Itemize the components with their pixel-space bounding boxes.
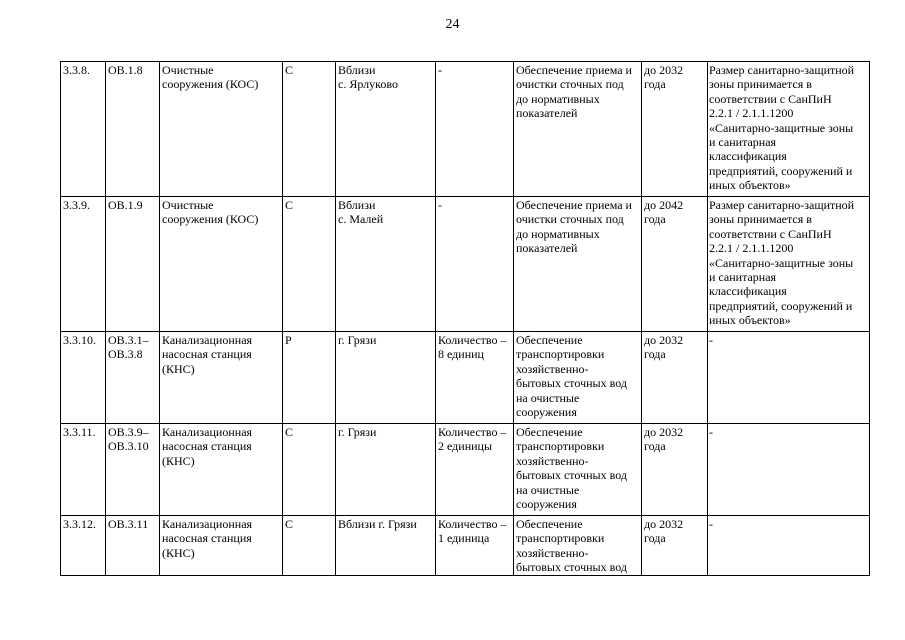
cell-deadline: до 2032 года	[642, 62, 708, 197]
cell-deadline: до 2032 года	[642, 332, 708, 424]
cell-number: 3.3.9.	[61, 197, 106, 332]
cell-status: С	[283, 516, 336, 576]
table-row	[61, 516, 870, 576]
cell-purpose: Обеспечение приема и очистки сточных под до нормативных показателей	[514, 197, 642, 332]
cell-status: Р	[283, 332, 336, 424]
cell-characteristics: -	[436, 197, 514, 332]
table-row	[61, 332, 870, 424]
cell-number: 3.3.10.	[61, 332, 106, 424]
cell-location: Вблизи г. Грязи	[336, 516, 436, 576]
cell-zone: -	[708, 516, 870, 576]
cell-name: Очистные сооружения (КОС)	[160, 62, 283, 197]
cell-name: Канализационная насосная станция (КНС)	[160, 424, 283, 516]
cell-name: Очистные сооружения (КОС)	[160, 197, 283, 332]
table-row	[61, 62, 870, 197]
cell-code: ОВ.3.1– ОВ.3.8	[106, 332, 160, 424]
cell-purpose: Обеспечение транспортировки хозяйственно- бытовых сточных вод	[514, 516, 642, 576]
cell-code: ОВ.1.9	[106, 197, 160, 332]
cell-location: г. Грязи	[336, 332, 436, 424]
cell-name: Канализационная насосная станция (КНС)	[160, 332, 283, 424]
cell-deadline: до 2032 года	[642, 424, 708, 516]
cell-deadline: до 2032 года	[642, 516, 708, 576]
cell-status: С	[283, 197, 336, 332]
cell-characteristics: -	[436, 62, 514, 197]
cell-code: ОВ.1.8	[106, 62, 160, 197]
cell-status: С	[283, 424, 336, 516]
cell-purpose: Обеспечение приема и очистки сточных под до нормативных показателей	[514, 62, 642, 197]
page-number: 24	[445, 17, 460, 32]
cell-location: Вблизи с. Малей	[336, 197, 436, 332]
cell-number: 3.3.8.	[61, 62, 106, 197]
cell-code: ОВ.3.9– ОВ.3.10	[106, 424, 160, 516]
cell-status: С	[283, 62, 336, 197]
cell-characteristics: Количество – 8 единиц	[436, 332, 514, 424]
cell-zone: -	[708, 424, 870, 516]
cell-location: г. Грязи	[336, 424, 436, 516]
objects-table	[60, 61, 870, 576]
cell-characteristics: Количество – 2 единицы	[436, 424, 514, 516]
cell-zone: Размер санитарно-защитной зоны принимается в соответствии с СанПиН 2.2.1 / 2.1.1.1200 «Санитарно-защитные зоны и санитарная классификация предприятий, сооружений и иных объектов»	[708, 197, 870, 332]
table-row	[61, 197, 870, 332]
table-row	[61, 424, 870, 516]
cell-name: Канализационная насосная станция (КНС)	[160, 516, 283, 576]
cell-characteristics: Количество – 1 единица	[436, 516, 514, 576]
cell-number: 3.3.12.	[61, 516, 106, 576]
cell-number: 3.3.11.	[61, 424, 106, 516]
cell-zone: -	[708, 332, 870, 424]
cell-purpose: Обеспечение транспортировки хозяйственно- бытовых сточных вод на очистные сооружения	[514, 424, 642, 516]
cell-location: Вблизи с. Ярлуково	[336, 62, 436, 197]
cell-zone: Размер санитарно-защитной зоны принимается в соответствии с СанПиН 2.2.1 / 2.1.1.1200 «Санитарно-защитные зоны и санитарная классификация предприятий, сооружений и иных объектов»	[708, 62, 870, 197]
cell-code: ОВ.3.11	[106, 516, 160, 576]
cell-purpose: Обеспечение транспортировки хозяйственно- бытовых сточных вод на очистные сооружения	[514, 332, 642, 424]
cell-deadline: до 2042 года	[642, 197, 708, 332]
